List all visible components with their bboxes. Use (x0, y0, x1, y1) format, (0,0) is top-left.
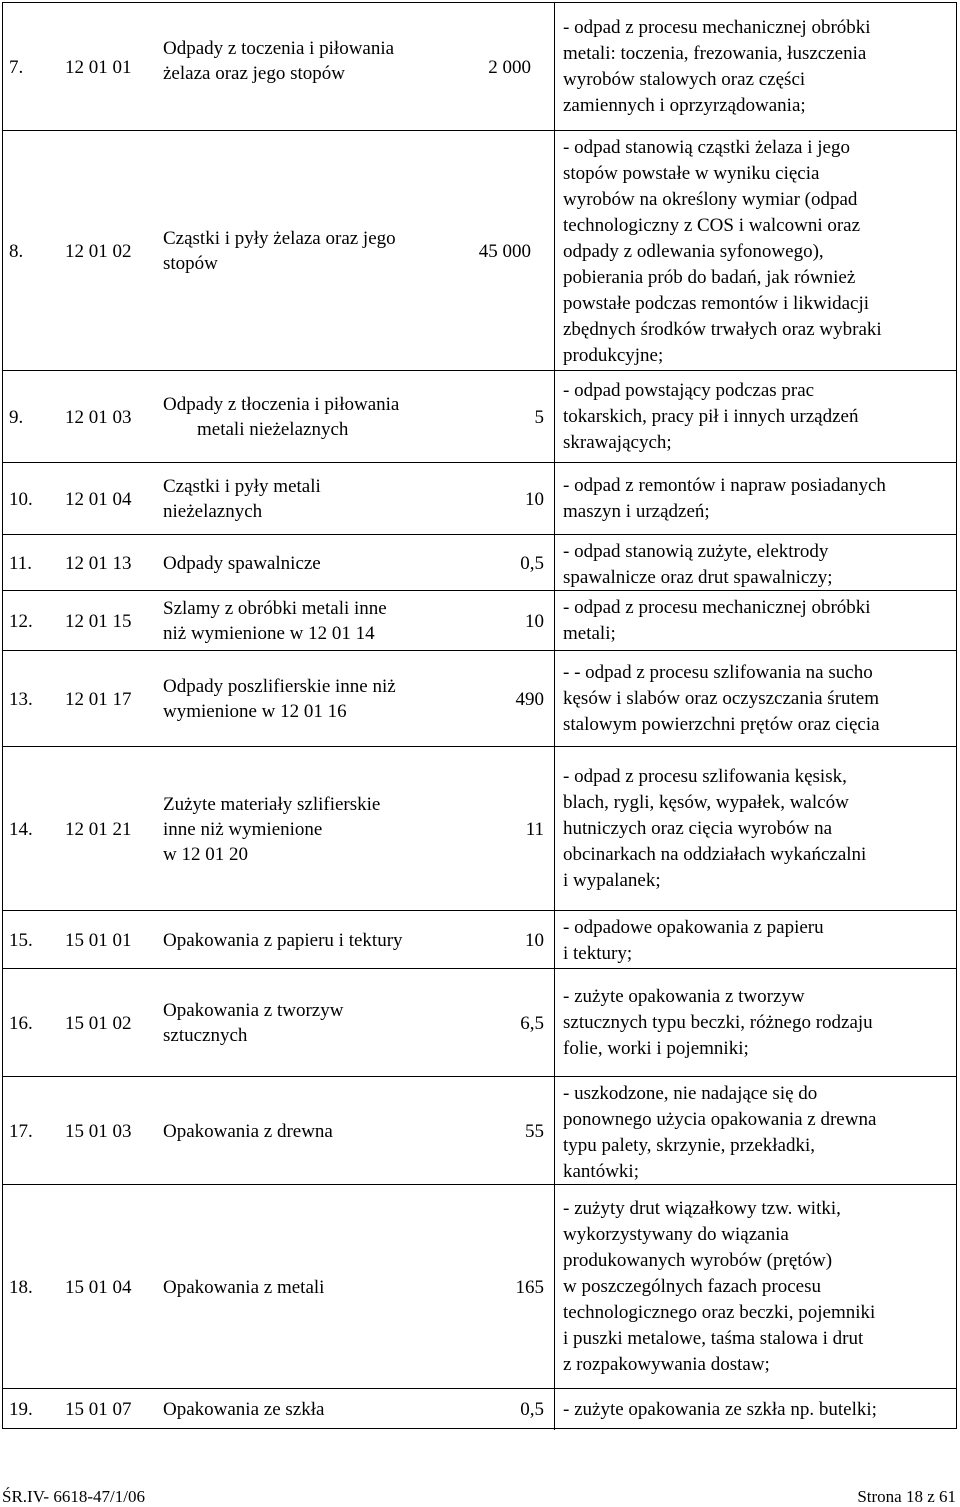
waste-code: 15 01 01 (65, 929, 132, 951)
row-number: 17. (9, 1120, 33, 1142)
row-number: 9. (9, 406, 24, 428)
column-divider (554, 969, 555, 1076)
waste-name: Opakowania z papieru i tektury (163, 929, 403, 951)
waste-description: - odpad stanowią zużyte, elektrody spawalnicze oraz drut spawalniczy; (563, 541, 833, 588)
page-number: Strona 18 z 61 (857, 1487, 956, 1506)
waste-name: Opakowania z drewna (163, 1120, 333, 1142)
waste-code: 12 01 21 (65, 818, 132, 840)
row-number: 12. (9, 610, 33, 632)
waste-quantity: 490 (515, 688, 544, 710)
waste-code: 15 01 07 (65, 1399, 132, 1420)
table-row (3, 911, 956, 969)
table-row (3, 969, 956, 1077)
table-row (3, 747, 956, 911)
row-number: 19. (9, 1399, 33, 1420)
waste-quantity: 11 (525, 818, 544, 840)
waste-description: - uszkodzone, nie nadające się do ponownego użycia opakowania z drewna typu palety, skrzynie, przekładki, kantówki; (563, 1083, 877, 1182)
waste-quantity: 55 (525, 1120, 544, 1142)
waste-description: - odpadowe opakowania z papieru i tektury; (563, 917, 824, 964)
column-divider (554, 1077, 555, 1184)
waste-quantity: 5 (534, 406, 544, 428)
table-row (3, 463, 956, 535)
waste-description: - - odpad z procesu szlifowania na sucho kęsów i slabów oraz oczyszczania śrutem stalowym powierzchni prętów oraz cięcia (563, 662, 880, 735)
waste-name: Zużyte materiały szlifierskie inne niż wymienione w 12 01 20 (163, 793, 381, 865)
waste-name: Opakowania z metali (163, 1276, 325, 1298)
table-row (3, 131, 956, 371)
document-reference: ŚR.IV- 6618-47/1/06 (2, 1487, 145, 1506)
row-number: 18. (9, 1276, 33, 1298)
column-divider (554, 1185, 555, 1388)
table-row (3, 3, 956, 131)
column-divider (554, 371, 555, 462)
column-divider (554, 535, 555, 590)
waste-description: - zużyte opakowania ze szkła np. butelki; (563, 1398, 877, 1420)
row-number: 13. (9, 688, 33, 710)
waste-code: 12 01 03 (65, 406, 132, 428)
waste-description: - odpad stanowią cząstki żelaza i jego stopów powstałe w wyniku cięcia wyrobów na określony wymiar (odpad technologiczny z COS i walcowni oraz odpady z odlewania syfonowego), pobierania prób do badań, jak również powstałe podczas remontów i likwidacji zbędnych środków trwałych oraz wybraki produkcyjne; (563, 137, 882, 366)
row-number: 16. (9, 1012, 33, 1034)
waste-quantity: 10 (525, 610, 544, 632)
waste-code: 12 01 04 (65, 488, 132, 510)
column-divider (554, 463, 555, 534)
waste-description: - zużyty drut wiązałkowy tzw. witki, wykorzystywany do wiązania produkowanych wyrobów (prętów) w poszczególnych fazach procesu technologicznego oraz beczki, pojemniki i puszki metalowe, taśma stalowa i drut z rozpakowywania dostaw; (563, 1198, 876, 1375)
waste-quantity: 0,5 (520, 1399, 544, 1420)
table-row (3, 591, 956, 651)
waste-name: Cząstki i pyły żelaza oraz jego stopów (163, 228, 396, 274)
waste-code: 15 01 04 (65, 1276, 132, 1298)
waste-table (2, 2, 957, 1429)
waste-name: Odpady z toczenia i piłowania żelaza oraz jego stopów (163, 38, 395, 84)
column-divider (554, 651, 555, 746)
waste-name: Odpady poszlifierskie inne niż wymienione w 12 01 16 (163, 676, 396, 722)
waste-quantity: 0,5 (520, 552, 544, 574)
waste-code: 15 01 02 (65, 1012, 132, 1034)
table-row (3, 371, 956, 463)
waste-code: 12 01 15 (65, 610, 132, 632)
table-row (3, 1077, 956, 1185)
waste-name: Odpady z tłoczenia i piłowania metali nieżelaznych (163, 394, 400, 440)
waste-code: 12 01 02 (65, 240, 132, 262)
waste-code: 12 01 17 (65, 688, 132, 710)
waste-description: - odpad z procesu mechanicznej obróbki metali: toczenia, frezowania, łuszczenia wyrobów stalowych oraz części zamiennych i oprzyrządowania; (563, 17, 871, 116)
waste-code: 12 01 13 (65, 552, 132, 574)
row-number: 15. (9, 929, 33, 951)
waste-description: - odpad powstający podczas prac tokarskich, pracy pił i innych urządzeń skrawających; (563, 380, 859, 453)
waste-code: 15 01 03 (65, 1120, 132, 1142)
column-divider (554, 747, 555, 910)
waste-name: Cząstki i pyły metali nieżelaznych (163, 476, 321, 522)
row-number: 7. (9, 56, 24, 78)
waste-description: - odpad z procesu mechanicznej obróbki metali; (563, 597, 871, 644)
waste-quantity: 10 (525, 929, 544, 951)
table-row (3, 1185, 956, 1389)
waste-description: - odpad z remontów i napraw posiadanych maszyn i urządzeń; (563, 475, 886, 522)
waste-name: Odpady spawalnicze (163, 552, 321, 574)
waste-name: Opakowania ze szkła (163, 1399, 325, 1420)
waste-quantity: 45 000 (478, 240, 531, 262)
column-divider (554, 911, 555, 968)
waste-quantity: 6,5 (520, 1012, 544, 1034)
table-row (3, 535, 956, 591)
row-number: 14. (9, 818, 33, 840)
waste-description: - odpad z procesu szlifowania kęsisk, blach, rygli, kęsów, wypałek, walców hutniczych oraz cięcia wyrobów na obcinarkach na oddziałach wykańczalni i wypalanek; (563, 766, 867, 891)
column-divider (554, 131, 555, 370)
column-divider (554, 1389, 555, 1430)
column-divider (554, 591, 555, 650)
table-row (3, 651, 956, 747)
waste-quantity: 165 (515, 1276, 544, 1298)
waste-code: 12 01 01 (65, 56, 132, 78)
waste-name: Opakowania z tworzyw sztucznych (163, 1000, 344, 1046)
row-number: 10. (9, 488, 33, 510)
waste-name: Szlamy z obróbki metali inne niż wymienione w 12 01 14 (163, 598, 387, 644)
column-divider (554, 3, 555, 130)
waste-description: - zużyte opakowania z tworzyw sztucznych typu beczki, różnego rodzaju folie, worki i pojemniki; (563, 986, 873, 1059)
waste-quantity: 10 (525, 488, 544, 510)
waste-quantity: 2 000 (488, 56, 531, 78)
table-row (3, 1389, 956, 1430)
row-number: 11. (9, 552, 33, 574)
row-number: 8. (9, 240, 24, 262)
